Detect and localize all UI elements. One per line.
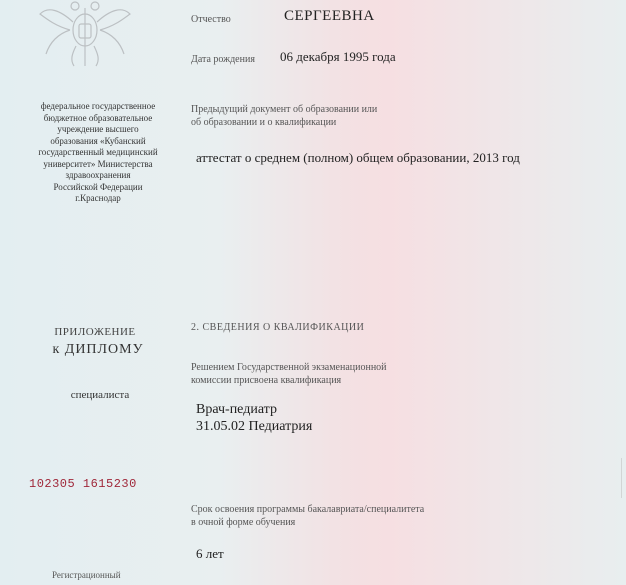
- previous-document-label: Предыдущий документ об образовании или об образовании и о квалификации: [191, 104, 378, 128]
- qualification-code: 31.05.02 Педиатрия: [196, 419, 313, 434]
- edge-mark: [621, 458, 626, 498]
- patronymic-value: СЕРГЕЕВНА: [284, 8, 375, 24]
- dob-label: Дата рождения: [191, 54, 255, 65]
- commission-decision-label: Решением Государственной экзаменационной комиссии присвоена квалификация: [191, 362, 387, 386]
- appendix-heading: ПРИЛОЖЕНИЕ: [54, 326, 136, 338]
- to-diploma-heading: к ДИПЛОМУ: [52, 342, 144, 357]
- serial-number: 102305 1615230: [29, 477, 137, 491]
- patronymic-label: Отчество: [191, 14, 231, 25]
- section-2-title: 2. СВЕДЕНИЯ О КВАЛИФИКАЦИИ: [191, 322, 365, 333]
- organization-name: федеральное государственное бюджетное образовательное учреждение высшего образования «Кубанский государственный медицинский университет» Министерства здравоохранения Российской Федерации г.Краснодар: [38, 101, 158, 203]
- registration-label: Регистрационный: [52, 570, 121, 580]
- eagle-emblem-icon: [30, 0, 140, 72]
- study-term-value: 6 лет: [196, 546, 224, 561]
- dob-value: 06 декабря 1995 года: [280, 49, 396, 64]
- study-term-label: Срок освоения программы бакалавриата/специалитета в очной форме обучения: [191, 504, 425, 528]
- previous-document-value: аттестат о среднем (полном) общем образовании, 2013 год: [196, 150, 520, 165]
- qualification-title: Врач-педиатр: [196, 402, 277, 417]
- specialist-label: специалиста: [70, 389, 130, 401]
- qualification: [196, 401, 312, 435]
